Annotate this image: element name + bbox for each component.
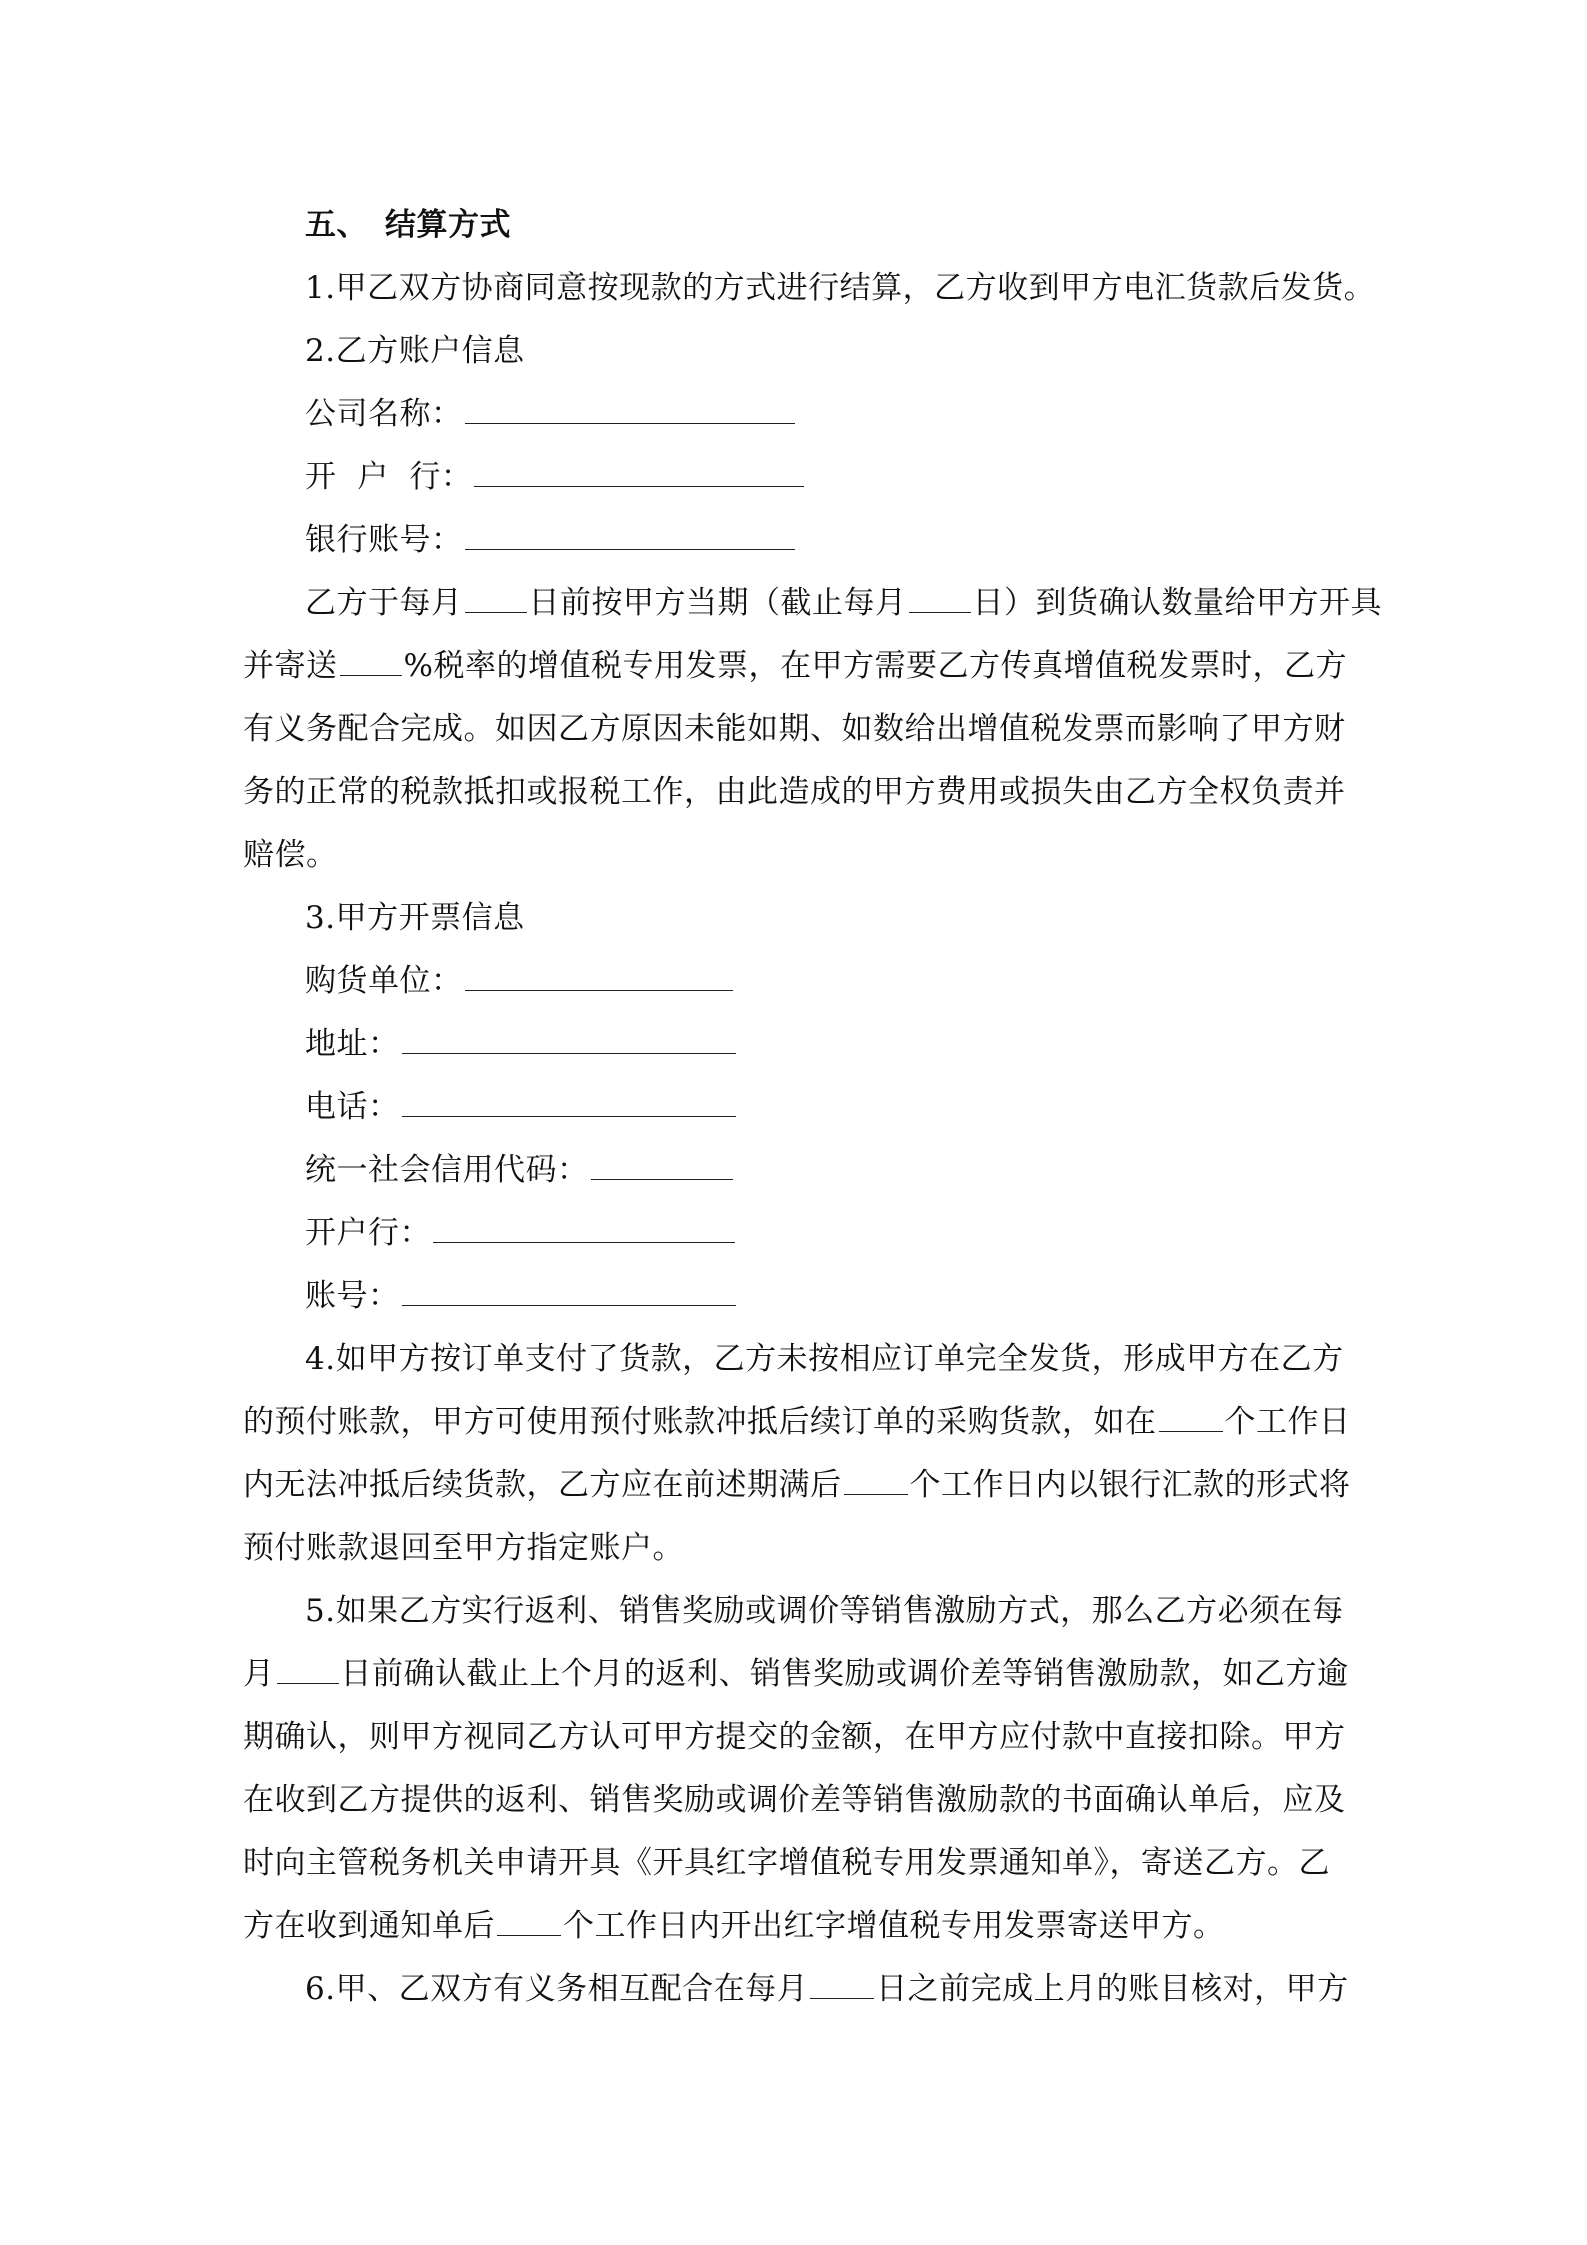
field-account-number	[243, 509, 1363, 572]
field-label: 购货单位：	[305, 963, 463, 999]
tax-rate-blank[interactable]	[340, 649, 402, 676]
red-invoice-workdays-blank[interactable]	[497, 1909, 561, 1936]
field-label: 统一社会信用代码：	[305, 1152, 589, 1188]
invoice-para-line-3: 有义务配合完成。如因乙方原因未能如期、如数给出增值税发票而影响了甲方财	[243, 711, 1346, 747]
field-bank	[243, 446, 1363, 509]
field-credit-code	[243, 1139, 1363, 1202]
account-number-blank[interactable]	[465, 523, 795, 550]
field-buyer-account	[243, 1265, 1363, 1328]
item-5-line-6	[243, 1895, 1363, 1958]
text: 个工作日内开出红字增值税专用发票寄送甲方。	[563, 1908, 1225, 1944]
field-buyer	[243, 950, 1363, 1013]
item-5-line-1: 5.如果乙方实行返利、销售奖励或调价等销售激励方式，那么乙方必须在每	[305, 1593, 1344, 1629]
bank-blank[interactable]	[474, 460, 804, 487]
workdays-blank[interactable]	[1159, 1405, 1223, 1432]
phone-blank[interactable]	[402, 1090, 736, 1117]
field-address	[243, 1013, 1363, 1076]
text: 日前确认截止上个月的返利、销售奖励或调价差等销售激励款，如乙方逾	[340, 1656, 1349, 1692]
text: 个工作日内以银行汇款的形式将	[909, 1467, 1351, 1503]
field-label: 开 户 行：	[305, 459, 473, 495]
invoice-para-line-2	[243, 635, 1363, 698]
text: 月	[243, 1656, 275, 1692]
invoice-para-line-1	[243, 572, 1382, 635]
item-5-line-3: 期确认，则甲方视同乙方认可甲方提交的金额，在甲方应付款中直接扣除。甲方	[243, 1719, 1346, 1755]
credit-code-blank[interactable]	[591, 1153, 733, 1180]
field-buyer-bank	[243, 1202, 1363, 1265]
field-label: 电话：	[305, 1089, 400, 1125]
cutoff-day-blank[interactable]	[909, 586, 971, 613]
text: 个工作日	[1224, 1404, 1351, 1440]
reconcile-day-blank[interactable]	[810, 1972, 874, 1999]
text: 日）到货确认数量给甲方开具	[972, 585, 1382, 621]
address-blank[interactable]	[402, 1027, 736, 1054]
invoice-para-line-4: 务的正常的税款抵扣或报税工作，由此造成的甲方费用或损失由乙方全权负责并	[243, 774, 1346, 810]
text: 日前按甲方当期（截止每月	[528, 585, 907, 621]
buyer-blank[interactable]	[465, 964, 733, 991]
field-label: 开户行：	[305, 1215, 431, 1251]
invoice-para-line-5: 赔偿。	[243, 837, 338, 873]
buyer-bank-blank[interactable]	[433, 1216, 735, 1243]
buyer-account-blank[interactable]	[402, 1279, 736, 1306]
text: 内无法冲抵后续货款，乙方应在前述期满后	[243, 1467, 842, 1503]
company-name-blank[interactable]	[465, 397, 795, 424]
text: 6.甲、乙双方有义务相互配合在每月	[305, 1971, 809, 2007]
item-3-title: 3.甲方开票信息	[305, 900, 525, 936]
field-label: 公司名称：	[305, 396, 463, 432]
field-phone	[243, 1076, 1363, 1139]
refund-workdays-blank[interactable]	[844, 1468, 908, 1495]
item-5-line-4: 在收到乙方提供的返利、销售奖励或调价差等销售激励款的书面确认单后，应及	[243, 1782, 1346, 1818]
text: 的预付账款，甲方可使用预付账款冲抵后续订单的采购货款，如在	[243, 1404, 1157, 1440]
text: 方在收到通知单后	[243, 1908, 495, 1944]
field-label: 地址：	[305, 1026, 400, 1062]
item-5-line-2	[243, 1643, 1363, 1706]
text: %税率的增值税专用发票，在甲方需要乙方传真增值税发票时，乙方	[403, 648, 1347, 684]
field-label: 账号：	[305, 1278, 400, 1314]
field-company-name	[243, 383, 1363, 446]
item-1: 1.甲乙双方协商同意按现款的方式进行结算，乙方收到甲方电汇货款后发货。	[305, 270, 1376, 306]
section-title: 结算方式	[385, 207, 511, 243]
item-6-line-1	[243, 1958, 1363, 2021]
item-4-line-2	[243, 1391, 1363, 1454]
item-5-line-5: 时向主管税务机关申请开具《开具红字增值税专用发票通知单》，寄送乙方。乙	[243, 1845, 1330, 1881]
day-blank[interactable]	[465, 586, 527, 613]
item-4-line-4: 预付账款退回至甲方指定账户。	[243, 1530, 684, 1566]
item-2-title: 2.乙方账户信息	[305, 333, 525, 369]
text: 并寄送	[243, 648, 338, 684]
text: 乙方于每月	[305, 585, 463, 621]
section-heading	[243, 194, 1363, 257]
item-4-line-3	[243, 1454, 1363, 1517]
document-body	[243, 194, 1382, 2021]
confirm-day-blank[interactable]	[277, 1657, 339, 1684]
field-label: 银行账号：	[305, 522, 463, 558]
text: 日之前完成上月的账目核对，甲方	[876, 1971, 1349, 2007]
section-number: 五、	[305, 207, 368, 243]
item-4-line-1: 4.如甲方按订单支付了货款，乙方未按相应订单完全发货，形成甲方在乙方	[305, 1341, 1344, 1377]
